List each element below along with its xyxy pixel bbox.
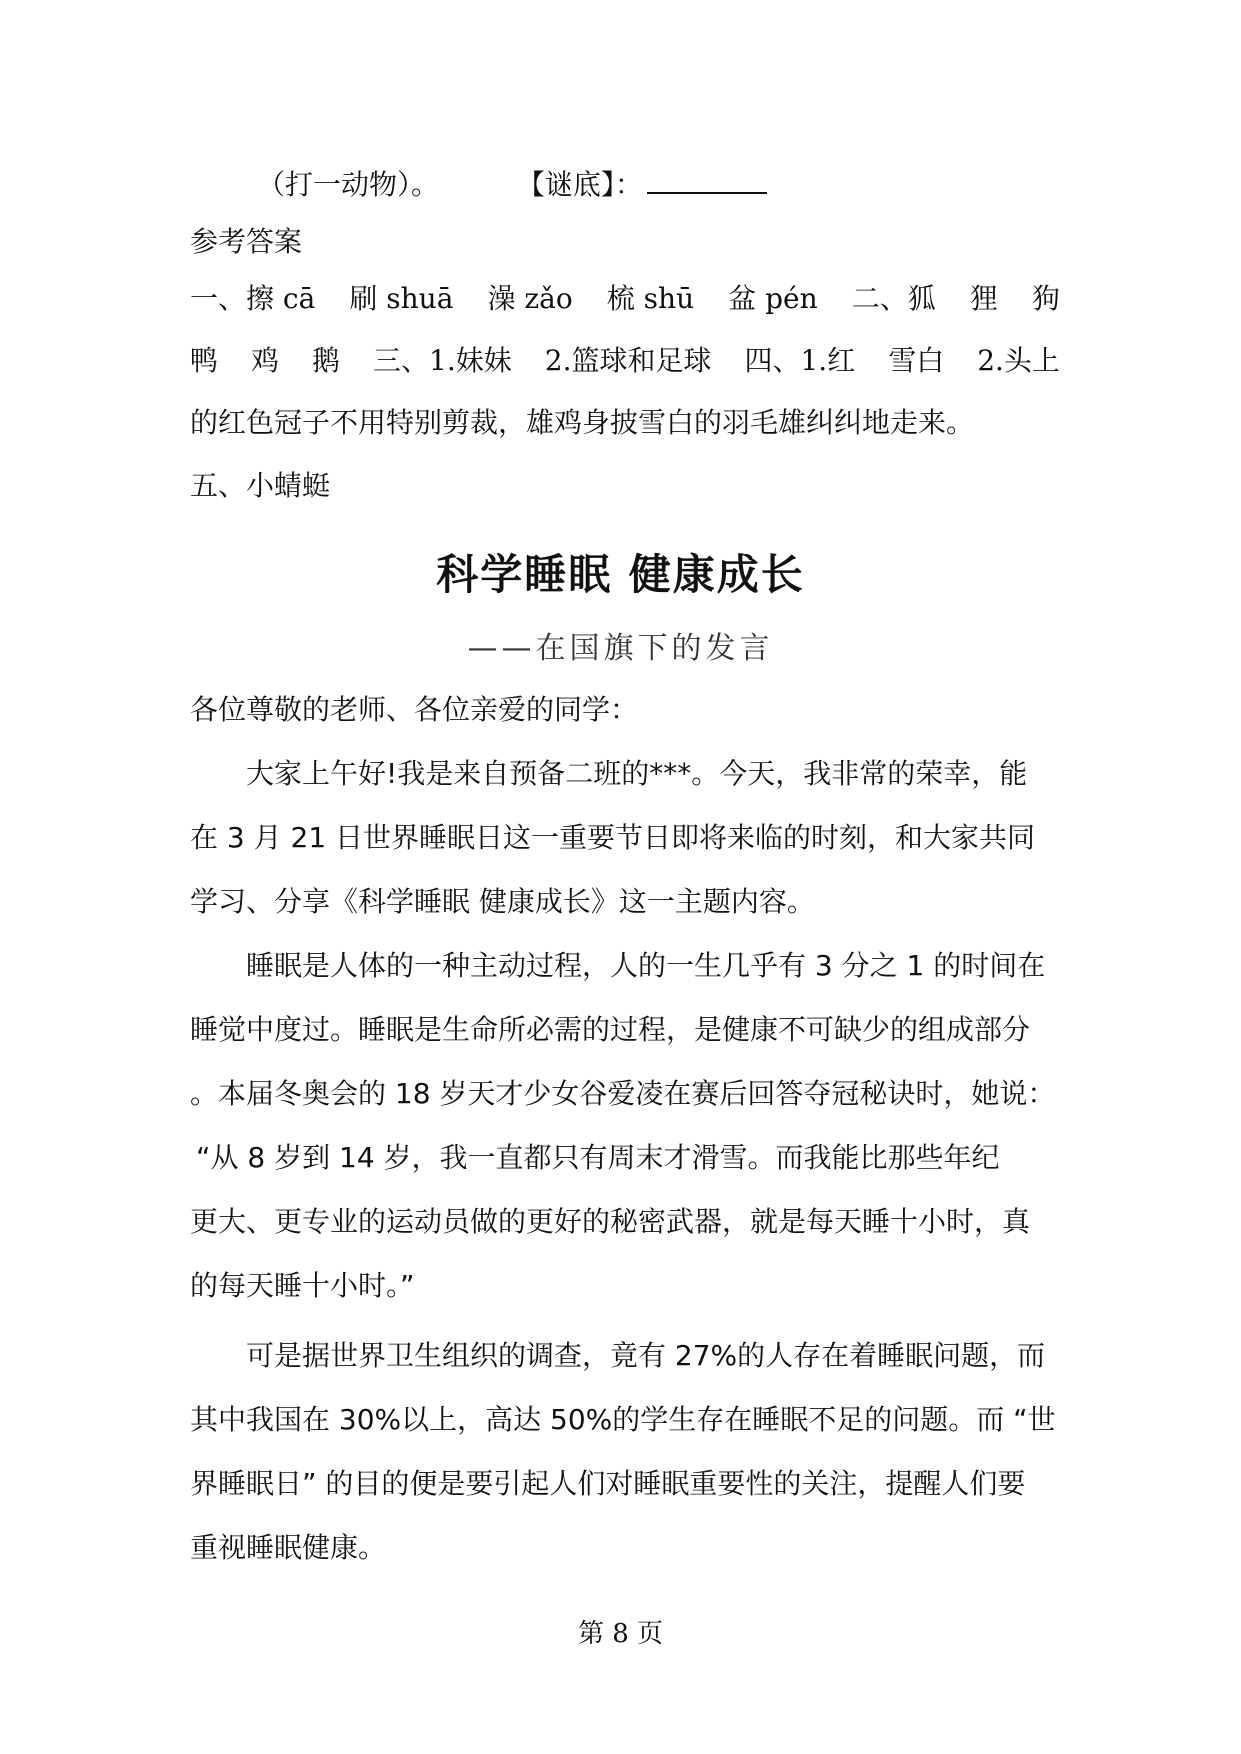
answer-blank xyxy=(647,166,767,194)
body-line: 睡觉中度过。睡眠是生命所必需的过程，是健康不可缺少的组成部分 xyxy=(190,1013,1031,1046)
answer-token: 2.头上 xyxy=(977,344,1060,377)
answer-token: 梳 shū xyxy=(606,282,695,315)
riddle-answer-label: 【谜底】： xyxy=(516,168,643,201)
body-line: 更大、更专业的运动员做的更好的秘密武器，就是每天睡十小时，真 xyxy=(190,1205,1031,1238)
answer-token: 狗 xyxy=(1031,282,1060,315)
body-line: 大家上午好!我是来自预备二班的***。今天，我非常的荣幸，能 xyxy=(246,757,1028,790)
article-title: 科学睡眠 健康成长 xyxy=(436,550,805,599)
answer-token: 刷 shuā xyxy=(349,282,454,315)
answer-token: 盆 pén xyxy=(728,282,818,315)
body-line: 。本届冬奥会的 18 岁天才少女谷爱凌在赛后回答夺冠秘诀时，她说： xyxy=(190,1077,1056,1110)
body-line: 学习、分享《科学睡眠 健康成长》这一主题内容。 xyxy=(190,885,815,918)
answer-token: 狸 xyxy=(969,282,998,315)
answer-token: 鸭 xyxy=(190,344,219,377)
answer-token: 二、狐 xyxy=(851,282,936,315)
answer-token: 雪白 xyxy=(888,344,945,377)
answer-token: 澡 zǎo xyxy=(487,282,573,315)
riddle-hint: （打一动物）。 xyxy=(257,168,440,201)
answer-token: 三、1.妹妹 xyxy=(373,344,512,377)
answer-token: 一、擦 cā xyxy=(190,282,316,315)
body-line: “从 8 岁到 14 岁，我一直都只有周末才滑雪。而我能比那些年纪 xyxy=(196,1141,1000,1174)
answers-line-3: 的红色冠子不用特别剪裁，雄鸡身披雪白的羽毛雄纠纠地走来。 xyxy=(190,406,975,439)
answers-line-1 xyxy=(190,281,1060,317)
answers-line-4: 五、小蜻蜓 xyxy=(190,469,331,502)
body-line: 界睡眠日” 的目的便是要引起人们对睡眠重要性的关注，提醒人们要 xyxy=(190,1467,1026,1500)
answers-line-2 xyxy=(190,343,1060,379)
body-line: 的每天睡十小时。” xyxy=(190,1269,415,1302)
answer-token: 2.篮球和足球 xyxy=(544,344,712,377)
salutation: 各位尊敬的老师、各位亲爱的同学： xyxy=(190,693,639,726)
body-line: 重视睡眠健康。 xyxy=(190,1531,387,1564)
answer-token: 鹅 xyxy=(312,344,341,377)
body-line: 睡眠是人体的一种主动过程，人的一生几乎有 3 分之 1 的时间在 xyxy=(246,949,1046,982)
article-subtitle: ——在国旗下的发言 xyxy=(467,631,774,666)
answer-token: 鸡 xyxy=(251,344,280,377)
answer-token: 四、1.红 xyxy=(744,344,856,377)
body-line: 可是据世界卫生组织的调查，竟有 27%的人存在着睡眠问题，而 xyxy=(246,1339,1046,1372)
body-line: 在 3 月 21 日世界睡眠日这一重要节日即将来临的时刻，和大家共同 xyxy=(190,821,1036,854)
page-number: 第 8 页 xyxy=(577,1619,664,1649)
riddle-line xyxy=(257,166,767,203)
answers-heading: 参考答案 xyxy=(190,225,303,258)
body-line: 其中我国在 30%以上，高达 50%的学生存在睡眠不足的问题。而 “世 xyxy=(190,1403,1056,1436)
